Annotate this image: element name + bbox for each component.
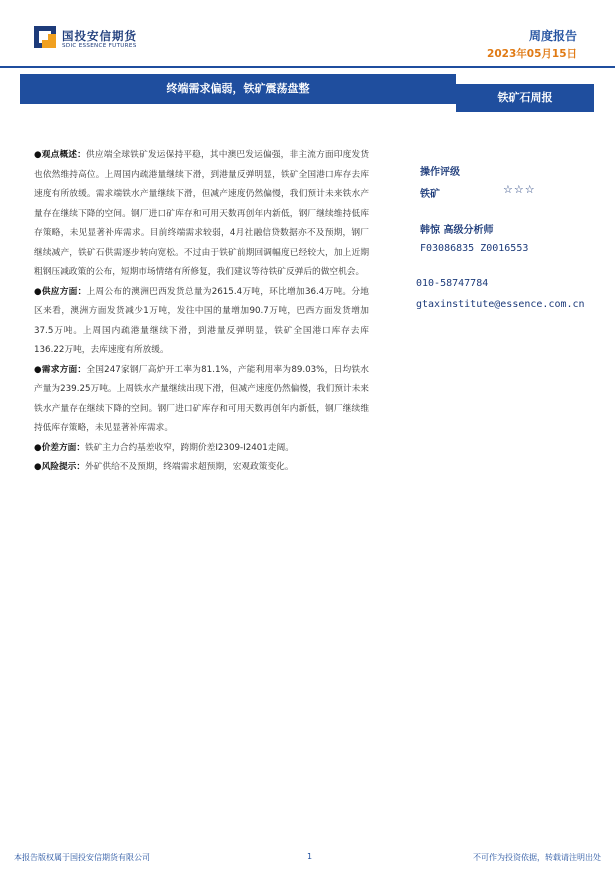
section-overview (34, 146, 369, 283)
section-supply (34, 283, 369, 361)
section-risk (34, 458, 369, 478)
title-banner (20, 74, 456, 104)
section-text: 供应端全球铁矿发运保持平稳，其中澳巴发运偏强，非主流方面印度发货也依然维持高位。上周国内疏港量继续下滑，到港量反弹明显，铁矿全国港口库存去库速度有所放缓。需求端铁水产量继续下滑，但减产速度仍然偏慢，我们预计未来铁水产量存在继续下降的空间。钢厂进口矿库存和可用天数再创年内新低，钢厂继续维持低库存策略，未见显著补库需求。目前终端需求较弱，4月社融信贷数据亦不及预期，钢厂继续减产，铁矿石供需逐步转向宽松。不过由于铁矿前期回调幅度已经较大，加上近期粗钢压减政策的公布，短期市场情绪有所修复，我们建议等待铁矿反弹后的做空机会。 (34, 150, 370, 277)
rating-label: 操作评级 (420, 167, 460, 178)
section-label: ●需求方面： (34, 364, 87, 375)
logo-name-en: SDIC ESSENCE FUTURES (62, 43, 137, 49)
section-demand (34, 361, 369, 439)
contact-email[interactable]: gtaxinstitute@essence.com.cn (416, 299, 585, 310)
company-logo (34, 26, 274, 56)
footer-copyright: 本报告版权属于国投安信期货有限公司 (14, 853, 150, 862)
report-title: 终端需求偏弱，铁矿震荡盘整 (166, 82, 310, 95)
rating-stars-icon: ☆☆☆ (503, 183, 536, 196)
report-category-tag: 铁矿石周报 (456, 84, 594, 112)
section-label: ●风险提示： (34, 462, 86, 472)
contact-phone: 010-58747784 (416, 278, 489, 289)
header-divider (0, 66, 615, 68)
section-text: 外矿供给不及预期，终端需求超预期，宏观政策变化。 (85, 462, 294, 472)
section-label: ●观点概述： (34, 150, 86, 160)
logo-mark-icon (34, 26, 56, 48)
rating-item: 铁矿 (420, 189, 440, 200)
section-label: ●供应方面： (34, 286, 87, 297)
section-label: ●价差方面： (34, 442, 86, 453)
report-body (34, 146, 369, 478)
section-text: 铁矿主力合约基差收窄，跨期价差I2309-I2401走阔。 (85, 442, 294, 453)
analyst-license-codes: F03086835 Z0016553 (420, 243, 529, 254)
section-spread (34, 439, 369, 459)
section-text: 上周公布的澳洲巴西发货总量为2615.4万吨，环比增加36.4万吨。分地区来看，澳洲方面发货减少1万吨，发往中国的量增加90.7万吨，巴西方面发货增加37.5万吨。上周国内疏港量继续下滑，到港量反弹明显，铁矿全国港口库存去库136.22万吨，去库速度有所放缓。 (34, 286, 369, 355)
logo-name-cn: 国投安信期货 (62, 29, 137, 43)
sidebar (416, 163, 610, 310)
analyst-name: 韩惊 高级分析师 (420, 225, 494, 236)
page-number: 1 (307, 852, 313, 861)
section-text: 全国247家钢厂高炉开工率为81.1%，产能利用率为89.03%，日均铁水产量为239.25万吨。上周铁水产量继续出现下滑，但减产速度仍然偏慢，我们预计未来铁水产量存在继续下降的空间。钢厂进口矿库存和可用天数再创年内新低，钢厂继续维持低库存策略，未见显著补库需求。 (34, 364, 369, 433)
report-type: 周度报告 (528, 29, 577, 43)
report-date: 2023年05月15日 (487, 48, 577, 60)
footer-disclaimer: 不可作为投资依据，转载请注明出处 (473, 853, 601, 862)
